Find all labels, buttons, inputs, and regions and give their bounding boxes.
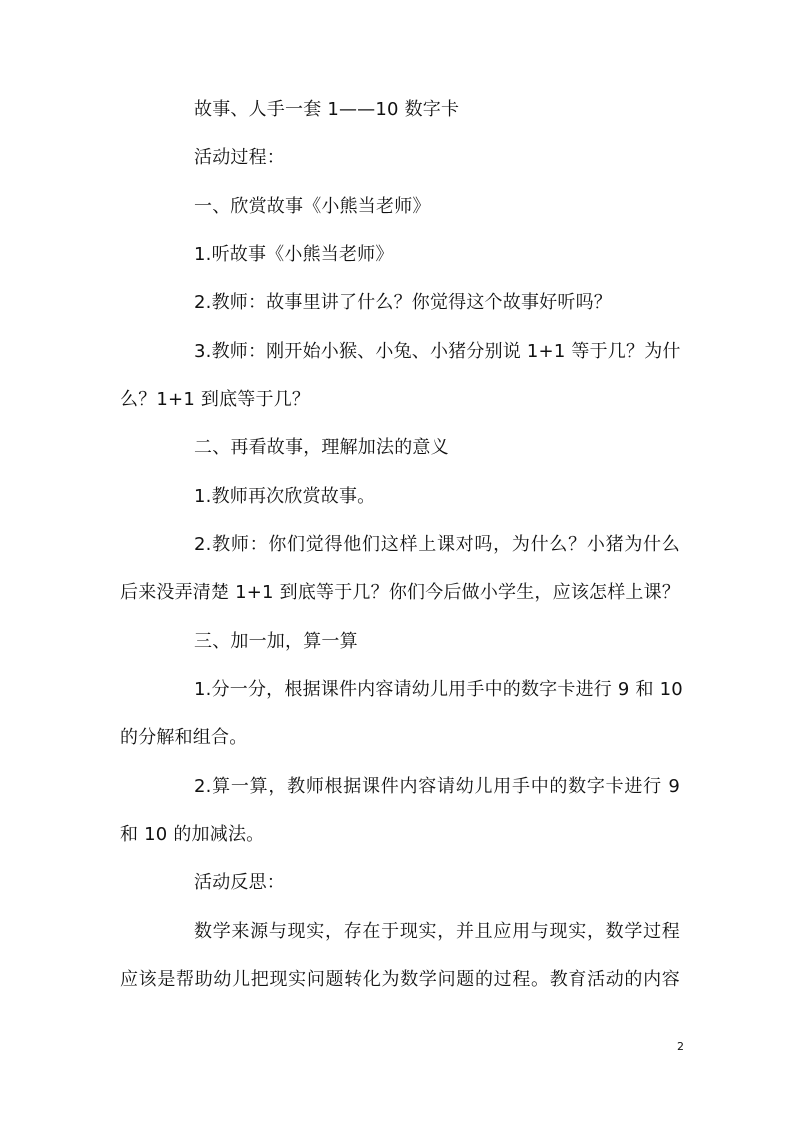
step-discussion-start: 2.教师：你们觉得他们这样上课对吗，为什么？小猪为什么 [194, 534, 680, 555]
step-calculate-end: 和 10 的加减法。 [120, 824, 265, 845]
reflection-heading: 活动反思： [194, 872, 285, 893]
reflection-paragraph-continued: 应该是帮助幼儿把现实问题转化为数学问题的过程。教育活动的内容 [120, 969, 680, 990]
step-listen-story: 1.听故事《小熊当老师》 [194, 244, 394, 265]
step-review-story: 1.教师再次欣赏故事。 [194, 486, 376, 507]
step-teacher-question: 2.教师：故事里讲了什么？你觉得这个故事好听吗？ [194, 292, 612, 313]
materials-line: 故事、人手一套 1——10 数字卡 [194, 99, 460, 120]
step-split-end: 的分解和组合。 [120, 727, 248, 748]
section-two-heading: 二、再看故事，理解加法的意义 [194, 437, 449, 458]
step-calculate-start: 2.算一算，教师根据课件内容请幼儿用手中的数字卡进行 9 [194, 776, 680, 797]
reflection-paragraph-start: 数学来源与现实，存在于现实，并且应用与现实，数学过程 [194, 921, 680, 942]
step-discussion-end: 后来没弄清楚 1+1 到底等于几？你们今后做小学生，应该怎样上课？ [120, 582, 681, 603]
step-one-plus-one-start: 3.教师：刚开始小猴、小兔、小猪分别说 1+1 等于几？为什 [194, 341, 681, 362]
process-heading: 活动过程： [194, 147, 285, 168]
section-one-heading: 一、欣赏故事《小熊当老师》 [194, 196, 431, 217]
section-three-heading: 三、加一加，算一算 [194, 631, 358, 652]
step-one-plus-one-end: 么？1+1 到底等于几？ [120, 389, 311, 410]
step-split-start: 1.分一分，根据课件内容请幼儿用手中的数字卡进行 9 和 10 [194, 679, 683, 700]
page-number: 2 [677, 1040, 684, 1053]
